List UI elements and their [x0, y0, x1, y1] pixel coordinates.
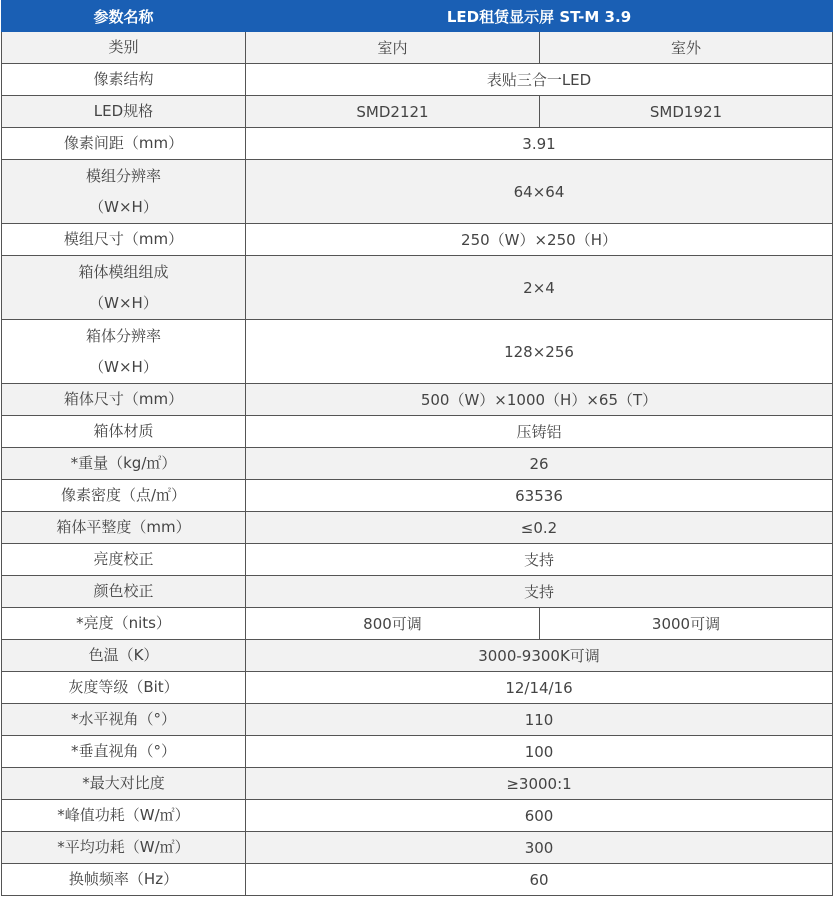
row-value-indoor: 800可调 [246, 608, 540, 640]
row-label-line: 换帧频率（Hz） [68, 870, 179, 888]
row-value-indoor: SMD2121 [246, 96, 540, 128]
row-label [2, 544, 246, 576]
table-row [2, 512, 833, 544]
row-label [2, 800, 246, 832]
row-value: 压铸铝 [246, 416, 833, 448]
spec-table [1, 0, 833, 896]
row-label-line: 灰度等级（Bit） [68, 678, 179, 696]
row-label [2, 128, 246, 160]
table-row [2, 32, 833, 64]
table-row [2, 608, 833, 640]
row-label [2, 832, 246, 864]
row-label [2, 576, 246, 608]
table-row [2, 160, 833, 224]
row-label [2, 32, 246, 64]
row-label [2, 256, 246, 320]
row-value-outdoor: 室外 [540, 32, 833, 64]
row-value: ≤0.2 [246, 512, 833, 544]
row-label-line: 箱体材质 [93, 422, 154, 440]
table-row [2, 768, 833, 800]
row-label [2, 736, 246, 768]
table-row [2, 96, 833, 128]
table-row [2, 704, 833, 736]
row-label-line: *水平视角（°） [70, 710, 176, 728]
row-label [2, 640, 246, 672]
row-label-line: 箱体模组组成 [78, 262, 169, 281]
row-label-line: 像素结构 [93, 70, 154, 88]
row-label [2, 160, 246, 224]
row-label [2, 704, 246, 736]
row-label [2, 224, 246, 256]
row-value: 3.91 [246, 128, 833, 160]
spec-table-body [2, 32, 833, 896]
row-label-line: 颜色校正 [93, 582, 154, 600]
row-value-outdoor: SMD1921 [540, 96, 833, 128]
table-row [2, 672, 833, 704]
row-label-line: （W×H） [89, 197, 158, 216]
row-label [2, 864, 246, 896]
table-row [2, 576, 833, 608]
row-label-line: 模组分辨率 [85, 166, 161, 185]
row-label-line: *重量（kg/㎡） [70, 454, 177, 472]
row-label [2, 320, 246, 384]
header-product-name: LED租赁显示屏 ST-M 3.9 [246, 1, 833, 32]
row-label-line: LED规格 [93, 102, 154, 120]
row-value: 3000-9300K可调 [246, 640, 833, 672]
table-row [2, 832, 833, 864]
table-row [2, 256, 833, 320]
table-row [2, 64, 833, 96]
row-label [2, 608, 246, 640]
row-label-line: *最大对比度 [82, 774, 165, 792]
row-value: 100 [246, 736, 833, 768]
row-label [2, 512, 246, 544]
row-value-outdoor: 3000可调 [540, 608, 833, 640]
row-value: 64×64 [246, 160, 833, 224]
table-row [2, 864, 833, 896]
row-value: 60 [246, 864, 833, 896]
row-label [2, 448, 246, 480]
row-value: 12/14/16 [246, 672, 833, 704]
row-label [2, 64, 246, 96]
row-value: 250（W）×250（H） [246, 224, 833, 256]
row-value: 支持 [246, 544, 833, 576]
row-value: 2×4 [246, 256, 833, 320]
table-row [2, 480, 833, 512]
row-label-line: *平均功耗（W/㎡） [57, 838, 190, 856]
row-label-line: （W×H） [89, 357, 158, 376]
table-row [2, 384, 833, 416]
row-label-line: 像素间距（mm） [63, 134, 184, 152]
row-label [2, 384, 246, 416]
row-label [2, 672, 246, 704]
table-row [2, 224, 833, 256]
row-value: 26 [246, 448, 833, 480]
row-label-line: 箱体分辨率 [85, 326, 161, 345]
row-label-line: 亮度校正 [93, 550, 154, 568]
row-value: 500（W）×1000（H）×65（T） [246, 384, 833, 416]
table-row [2, 416, 833, 448]
row-label-line: *垂直视角（°） [70, 742, 176, 760]
row-value: ≥3000:1 [246, 768, 833, 800]
row-label-line: 箱体尺寸（mm） [63, 390, 184, 408]
row-value: 110 [246, 704, 833, 736]
row-label-line: 像素密度（点/㎡） [60, 486, 187, 504]
table-row [2, 448, 833, 480]
table-row [2, 128, 833, 160]
table-row [2, 640, 833, 672]
row-label [2, 768, 246, 800]
row-value: 128×256 [246, 320, 833, 384]
row-value: 300 [246, 832, 833, 864]
row-label [2, 480, 246, 512]
row-value: 支持 [246, 576, 833, 608]
header-param-name: 参数名称 [2, 1, 246, 32]
table-header-row [2, 1, 833, 32]
row-value: 600 [246, 800, 833, 832]
table-row [2, 800, 833, 832]
row-label [2, 96, 246, 128]
row-label-line: *峰值功耗（W/㎡） [57, 806, 190, 824]
row-label-line: （W×H） [89, 293, 158, 312]
row-value: 表贴三合一LED [246, 64, 833, 96]
row-label-line: 模组尺寸（mm） [63, 230, 184, 248]
row-value-indoor: 室内 [246, 32, 540, 64]
row-label-line: 类别 [108, 38, 139, 56]
row-value: 63536 [246, 480, 833, 512]
row-label-line: *亮度（nits） [76, 614, 171, 632]
table-row [2, 736, 833, 768]
row-label [2, 416, 246, 448]
row-label-line: 色温（K） [88, 646, 159, 664]
row-label-line: 箱体平整度（mm） [56, 518, 191, 536]
table-row [2, 320, 833, 384]
table-row [2, 544, 833, 576]
